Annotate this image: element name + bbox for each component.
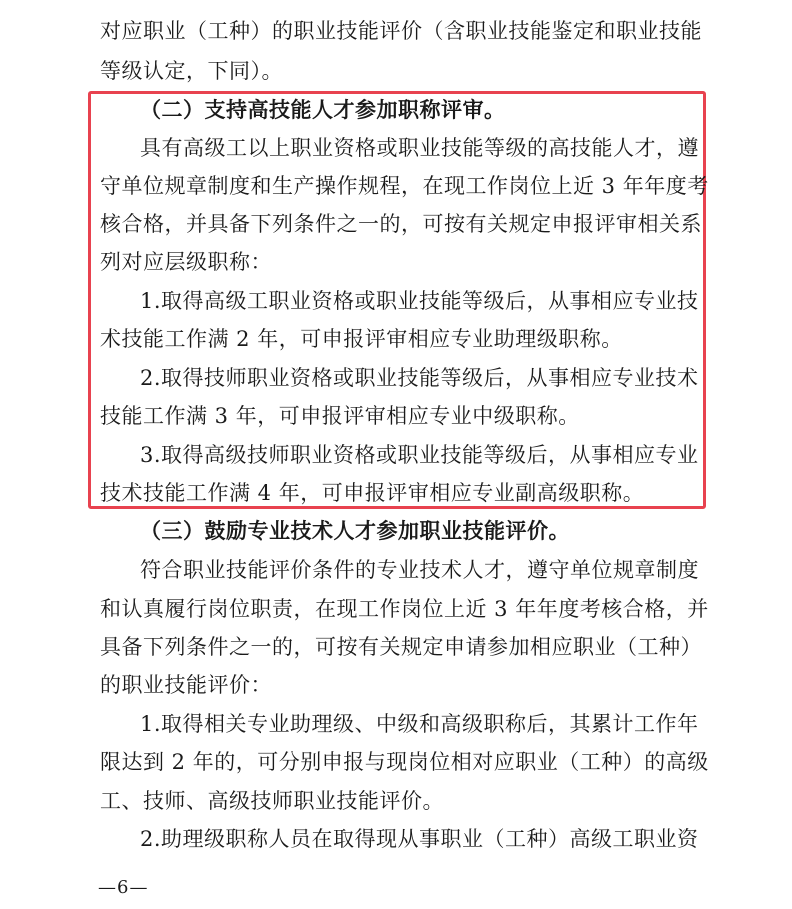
section3-item1-line-3: 工、技师、高级技师职业技能评价。 xyxy=(100,789,444,813)
section3-item1-line-2: 限达到 2 年的，可分别申报与现岗位相对应职业（工种）的高级 xyxy=(100,750,709,774)
section3-item1-line-1: 1.取得相关专业助理级、中级和高级职称后，其累计工作年 xyxy=(140,712,699,736)
intro-line-2: 等级认定，下同）。 xyxy=(100,59,283,83)
section3-item2-line-1: 2.助理级职称人员在取得现从事职业（工种）高级工职业资 xyxy=(140,827,699,851)
section2-body-line-4: 列对应层级职称： xyxy=(100,250,272,274)
section3-heading: （三）鼓励专业技术人才参加职业技能评价。 xyxy=(140,518,570,543)
section2-body-line-1: 具有高级工以上职业资格或职业技能等级的高技能人才，遵 xyxy=(140,136,699,160)
section3-body-line-4: 的职业技能评价： xyxy=(100,673,272,697)
section2-item2-line-1: 2.取得技师职业资格或职业技能等级后，从事相应专业技术 xyxy=(140,366,699,390)
section2-body-line-2: 守单位规章制度和生产操作规程，在现工作岗位上近 3 年年度考 xyxy=(100,174,709,198)
section3-body-line-1: 符合职业技能评价条件的专业技术人才，遵守单位规章制度 xyxy=(140,558,699,582)
section2-item1-line-2: 术技能工作满 2 年，可申报评审相应专业助理级职称。 xyxy=(100,327,623,351)
section3-body-line-3: 具备下列条件之一的，可按有关规定申请参加相应职业（工种） xyxy=(100,635,702,659)
section2-item3-line-2: 技术技能工作满 4 年，可申报评审相应专业副高级职称。 xyxy=(100,481,645,505)
section2-item2-line-2: 技能工作满 3 年，可申报评审相应专业中级职称。 xyxy=(100,404,580,428)
intro-line-1: 对应职业（工种）的职业技能评价（含职业技能鉴定和职业技能 xyxy=(100,19,702,43)
section2-heading: （二）支持高技能人才参加职称评审。 xyxy=(140,97,506,122)
section2-body-line-3: 核合格，并具备下列条件之一的，可按有关规定申报评审相关系 xyxy=(100,212,702,236)
section3-body-line-2: 和认真履行岗位职责，在现工作岗位上近 3 年年度考核合格，并 xyxy=(100,597,709,621)
section2-item1-line-1: 1.取得高级工职业资格或职业技能等级后，从事相应专业技 xyxy=(140,289,699,313)
page-number: —6— xyxy=(98,877,149,898)
section2-item3-line-1: 3.取得高级技师职业资格或职业技能等级后，从事相应专业 xyxy=(140,443,699,467)
